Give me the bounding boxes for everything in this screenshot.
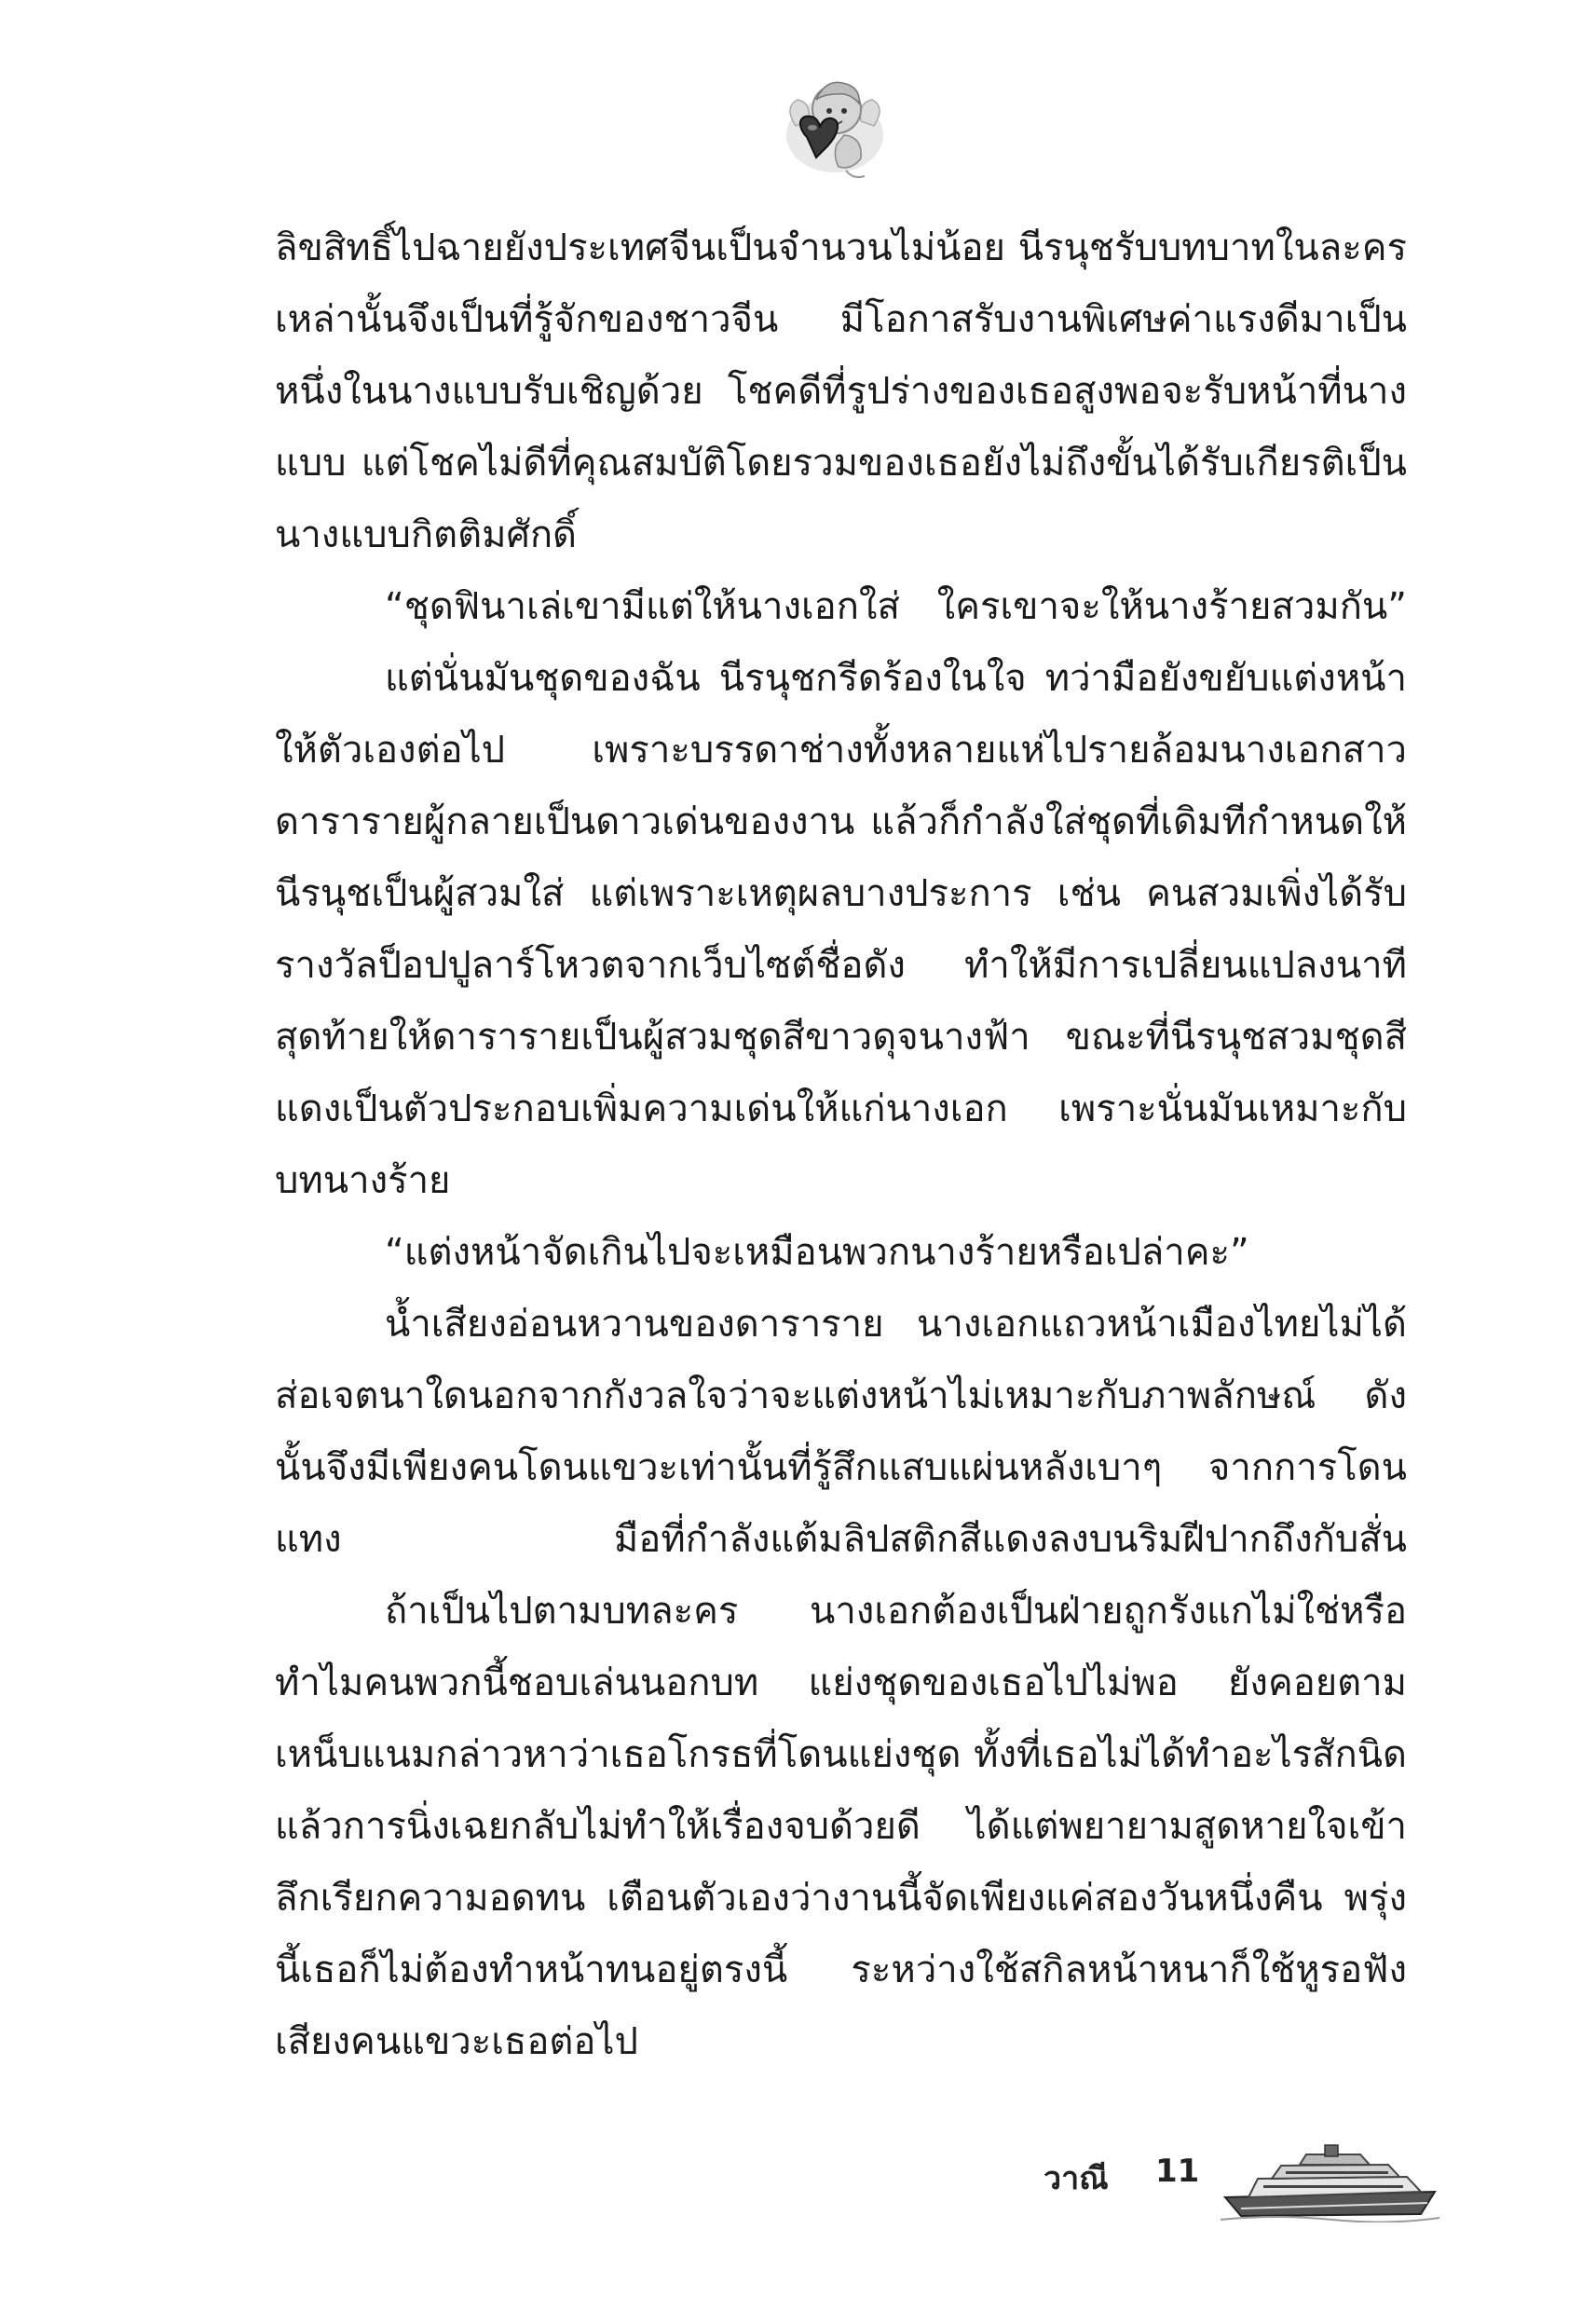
paragraph: ลิขสิทธิ์ไปฉายยังประเทศจีนเป็นจำนวนไม่น้อย นีรนุชรับบทบาทในละครเหล่านั้นจึงเป็นที่รู้จักของชาวจีน มีโอกาสรับงานพิเศษค่าแรงดีมาเป็นหนึ่งในนางแบบรับเชิญด้วย โชคดีที่รูปร่างของเธอสูงพอจะรับหน้าที่นางแบบ แต่โชคไม่ดีที่คุณสมบัติโดยรวมของเธอยังไม่ถึงขั้นได้รับเกียรติเป็นนางแบบกิตติมศักดิ์ [275, 226, 1407, 556]
cruise-ship-icon [1221, 2143, 1439, 2222]
paragraph: น้ำเสียงอ่อนหวานของดาราราย นางเอกแถวหน้าเมืองไทยไม่ได้ส่อเจตนาใดนอกจากกังวลใจว่าจะแต่งหน้าไม่เหมาะกับภาพลักษณ์ ดังนั้นจึงมีเพียงคนโดนแขวะเท่านั้นที่รู้สึกแสบแผ่นหลังเบาๆ จากการโดนแทง มือที่กำลังแต้มลิปสติกสีแดงลงบนริมฝีปากถึงกับสั่น [275, 1303, 1407, 1561]
paragraph: แต่นั่นมันชุดของฉัน นีรนุชกรีดร้องในใจ ทว่ามือยังขยับแต่งหน้าให้ตัวเองต่อไป เพราะบรรดาช่างทั้งหลายแห่ไปรายล้อมนางเอกสาวดารารายผู้กลายเป็นดาวเด่นของงาน แล้วก็กำลังใส่ชุดที่เดิมทีกำหนดให้นีรนุชเป็นผู้สวมใส่ แต่เพราะเหตุผลบางประการ เช่น คนสวมเพิ่งได้รับรางวัลป็อปปูลาร์โหวตจากเว็บไซต์ชื่อดัง ทำให้มีการเปลี่ยนแปลงนาทีสุดท้ายให้ดารารายเป็นผู้สวมชุดสีขาวดุจนางฟ้า ขณะที่นีรนุชสวมชุดสีแดงเป็นตัวประกอบเพิ่มความเด่นให้แก่นางเอก เพราะนั่นมันเหมาะกับบทนางร้าย [275, 657, 1407, 1202]
paragraph: “แต่งหน้าจัดเกินไปจะเหมือนพวกนางร้ายหรือเปล่าคะ” [385, 1231, 1249, 1274]
paragraph: ถ้าเป็นไปตามบทละคร นางเอกต้องเป็นฝ่ายถูกรังแกไม่ใช่หรือ ทำไมคนพวกนี้ชอบเล่นนอกบท แย่งชุดของเธอไปไม่พอ ยังคอยตามเหน็บแนมกล่าวหาว่าเธอโกรธที่โดนแย่งชุด ทั้งที่เธอไม่ได้ทำอะไรสักนิด แล้วการนิ่งเฉยกลับไม่ทำให้เรื่องจบด้วยดี ได้แต่พยายามสูดหายใจเข้าลึกเรียกความอดทน เตือนตัวเองว่างานนี้จัดเพียงแค่สองวันหนึ่งคืน พรุ่งนี้เธอก็ไม่ต้องทำหน้าทนอยู่ตรงนี้ ระหว่างใช้สกิลหน้าหนาก็ใช้หูรอฟังเสียงคนแขวะเธอต่อไป [275, 1590, 1407, 2063]
cupid-heart-icon [779, 70, 891, 186]
page-footer [1044, 2143, 1435, 2227]
paragraph: “ชุดฟินาเล่เขามีแต่ให้นางเอกใส่ ใครเขาจะให้นางร้ายสวมกัน” [385, 585, 1407, 628]
running-title: วาณี [1044, 2160, 1109, 2197]
body-text [275, 212, 1407, 2078]
page-number: 11 [1155, 2153, 1200, 2190]
